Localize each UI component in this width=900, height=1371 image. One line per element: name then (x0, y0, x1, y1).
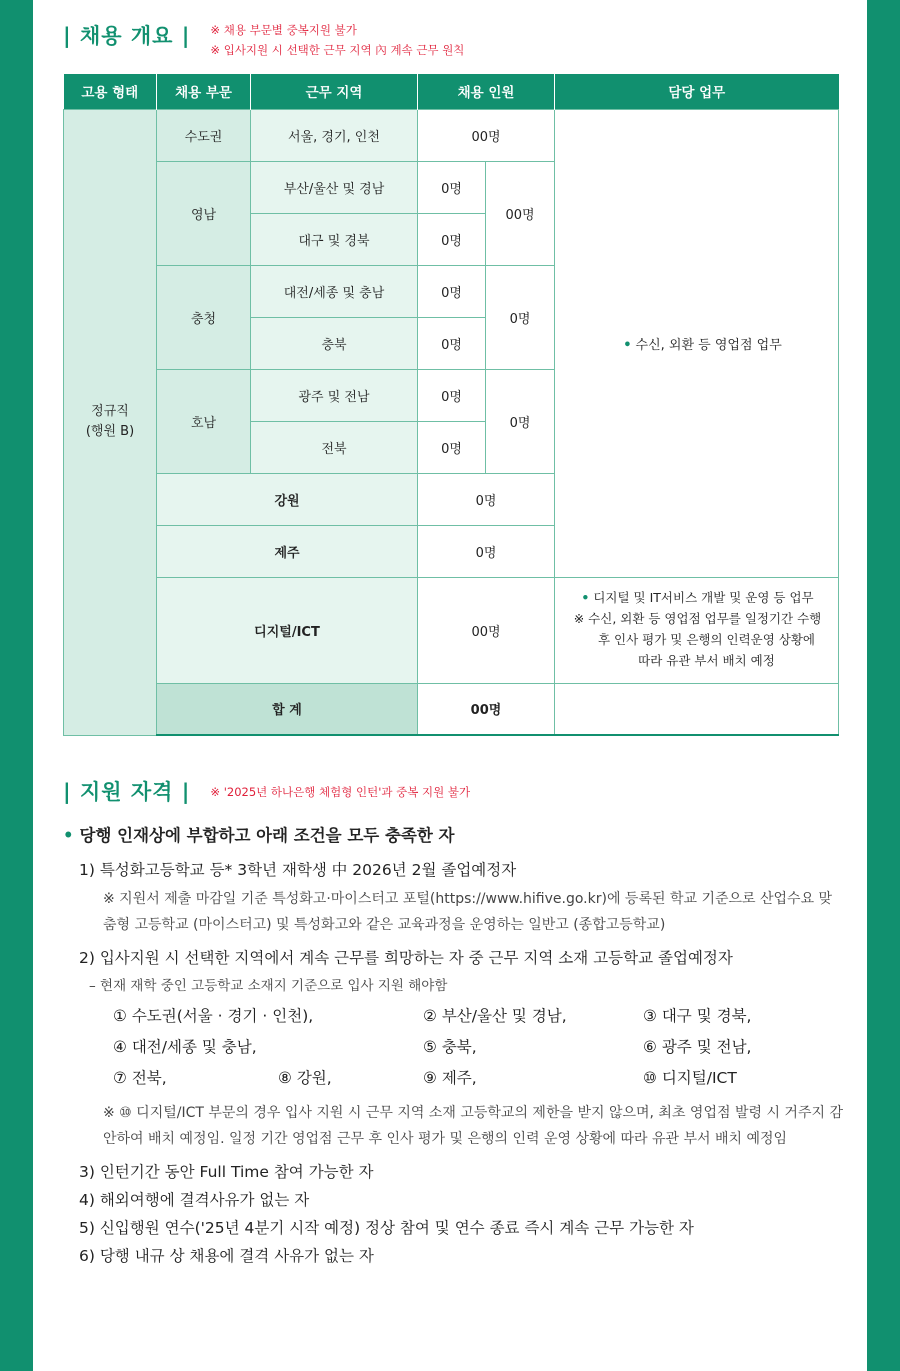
qual-item: 6) 당행 내규 상 채용에 결격 사유가 없는 자 (79, 1247, 374, 1265)
region-item: ⑦ 전북, (113, 1069, 167, 1087)
qualification-header (63, 776, 470, 806)
duty-cell-branch (555, 109, 839, 577)
division-cell: 강원 (157, 473, 418, 525)
count-cell: 0명 (418, 525, 555, 577)
region-item: ⑩ 디지털/ICT (643, 1069, 737, 1087)
qual-item: 5) 신입행원 연수('25년 4분기 시작 예정) 정상 참여 및 연수 종료 즉시 계속 근무 가능한 자 (79, 1219, 694, 1237)
count-cell: 0명 (418, 161, 486, 213)
section-title: | 채용 개요 | (63, 24, 191, 48)
qual-item: 3) 인턴기간 동안 Full Time 참여 가능한 자 (79, 1163, 374, 1181)
qual-note: ※ ⑩ 디지털/ICT 부문의 경우 입사 지원 시 근무 지역 소재 고등학교의 제한을 받지 않으며, 최초 영업점 발령 시 거주지 감안하여 배치 예정임. 일정 기간 영업점 근무 후 인사 평가 및 은행의 인력 운영 상황에 따라 유관 부서 배치 예정임 (103, 1105, 843, 1147)
subtotal-cell: 0명 (486, 369, 555, 473)
bullet-dot: • (581, 590, 590, 605)
area-cell: 충북 (251, 317, 418, 369)
area-cell: 대구 및 경북 (251, 213, 418, 265)
empty-cell (555, 683, 839, 735)
recruit-overview-header (63, 20, 464, 60)
qual-item: 4) 해외여행에 결격사유가 없는 자 (79, 1191, 310, 1209)
region-list (63, 1004, 843, 1100)
qual-note: ※ 지원서 제출 마감일 기준 특성화고·마이스터고 포털(https://www.hifive.go.kr)에 등록된 학교 기준으로 산업수요 맞춤형 고등학교 (마이스터고) 및 특성화고와 같은 교육과정을 운영하는 일반고 (종합고등학교) (103, 891, 833, 933)
area-cell: 전북 (251, 421, 418, 473)
duty-note: ※ 수신, 외환 등 영업점 업무를 일정기간 수행 (573, 611, 822, 626)
duty-text: 디지털 및 IT서비스 개발 및 운영 등 업무 (593, 590, 814, 605)
employment-type-cell: 정규직 (행원 B) (64, 109, 157, 735)
section-note: ※ '2025년 하나은행 체험형 인턴'과 중복 지원 불가 (210, 785, 471, 799)
duty-cell-digital (555, 577, 839, 683)
total-label-cell: 합 계 (157, 683, 418, 735)
region-item: ⑧ 강원, (278, 1069, 332, 1087)
total-count-cell: 00명 (418, 683, 555, 735)
header-cell: 채용 부문 (157, 74, 251, 109)
region-item: ⑤ 충북, (423, 1038, 477, 1056)
duty-text: 수신, 외환 등 영업점 업무 (635, 337, 782, 353)
count-cell: 0명 (418, 421, 486, 473)
duty-note: 후 인사 평가 및 은행의 인력운영 상황에 (597, 632, 816, 647)
region-item: ⑨ 제주, (423, 1069, 477, 1087)
header-cell: 근무 지역 (251, 74, 418, 109)
division-cell: 충청 (157, 265, 251, 369)
note-line: ※ 채용 부문별 중복지원 불가 (210, 23, 357, 37)
recruit-table (63, 74, 839, 736)
duty-line (581, 590, 813, 605)
table-row-total (64, 683, 839, 735)
qualification-list (63, 822, 843, 1272)
subtotal-cell: 00명 (486, 161, 555, 265)
division-cell: 디지털/ICT (157, 577, 418, 683)
area-cell: 부산/울산 및 경남 (251, 161, 418, 213)
table-header-row (64, 74, 839, 109)
region-item: ② 부산/울산 및 경남, (423, 1007, 567, 1025)
bullet-dot: • (623, 337, 632, 353)
page-content (33, 0, 867, 1371)
right-frame-border (867, 0, 900, 1371)
division-cell: 호남 (157, 369, 251, 473)
count-cell: 00명 (418, 577, 555, 683)
duty-note: 따라 유관 부서 배치 예정 (638, 653, 775, 668)
table-row (64, 577, 839, 683)
header-cell: 담당 업무 (555, 74, 839, 109)
count-cell: 0명 (418, 317, 486, 369)
qual-main-text: 당행 인재상에 부합하고 아래 조건을 모두 충족한 자 (79, 826, 455, 845)
left-frame-border (0, 0, 33, 1371)
division-cell: 수도권 (157, 109, 251, 161)
region-item: ③ 대구 및 경북, (643, 1007, 752, 1025)
qual-main (63, 822, 843, 846)
region-item: ④ 대전/세종 및 충남, (113, 1038, 257, 1056)
header-cell: 채용 인원 (418, 74, 555, 109)
count-cell: 0명 (418, 473, 555, 525)
qual-item: 2) 입사지원 시 선택한 지역에서 계속 근무를 희망하는 자 중 근무 지역 소재 고등학교 졸업예정자 (79, 949, 733, 967)
count-cell: 0명 (418, 265, 486, 317)
section-title: | 지원 자격 | (63, 780, 191, 804)
bullet-dot: • (63, 826, 74, 845)
qual-dash-note: – 현재 재학 중인 고등학교 소재지 기준으로 입사 지원 해야함 (89, 978, 448, 994)
area-cell: 대전/세종 및 충남 (251, 265, 418, 317)
section-notes (210, 20, 464, 60)
table-row (64, 109, 839, 161)
subtotal-cell: 0명 (486, 265, 555, 369)
area-cell: 광주 및 전남 (251, 369, 418, 421)
area-cell: 서울, 경기, 인천 (251, 109, 418, 161)
count-cell: 00명 (418, 109, 555, 161)
count-cell: 0명 (418, 213, 486, 265)
division-cell: 영남 (157, 161, 251, 265)
region-item: ① 수도권(서울 · 경기 · 인천), (113, 1007, 314, 1025)
note-line: ※ 입사지원 시 선택한 근무 지역 內 계속 근무 원칙 (210, 43, 465, 57)
qual-item: 1) 특성화고등학교 등* 3학년 재학생 中 2026년 2월 졸업예정자 (79, 861, 517, 879)
count-cell: 0명 (418, 369, 486, 421)
region-item: ⑥ 광주 및 전남, (643, 1038, 752, 1056)
header-cell: 고용 형태 (64, 74, 157, 109)
division-cell: 제주 (157, 525, 418, 577)
